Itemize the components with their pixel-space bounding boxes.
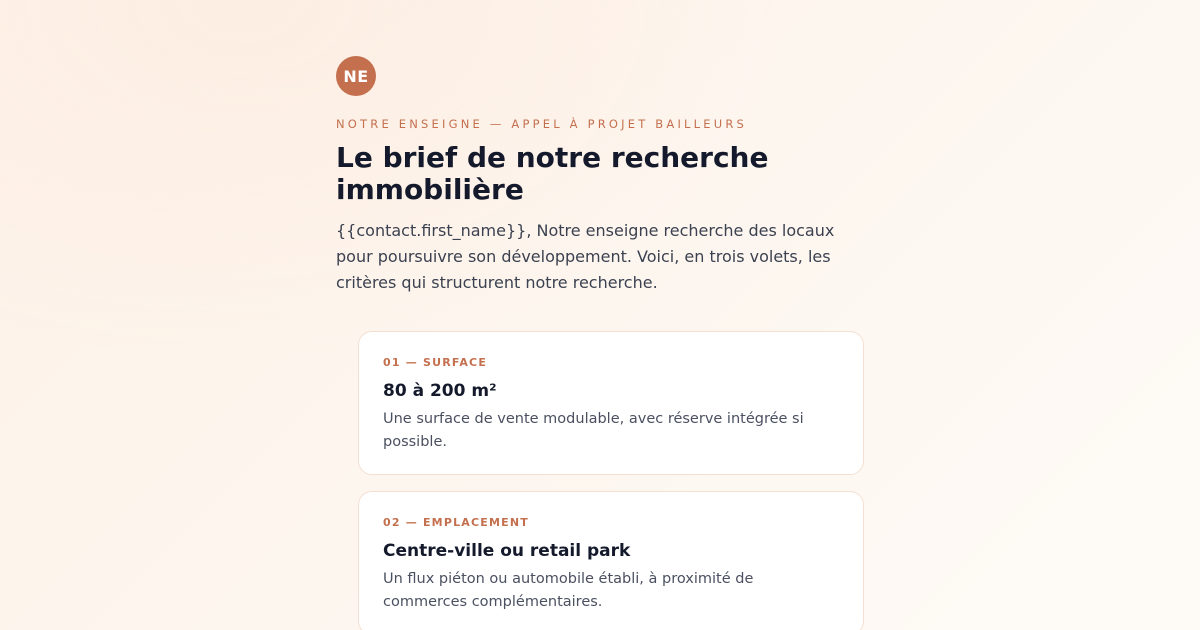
card-kicker: 02 — EMPLACEMENT	[383, 516, 529, 529]
criteria-list	[358, 331, 864, 630]
card-title: Centre-ville ou retail park	[383, 541, 631, 561]
brand-avatar	[336, 56, 376, 96]
card-description: Un flux piéton ou automobile établi, à proximité de commerces complémentaires.	[383, 571, 754, 610]
intro-paragraph: {{contact.first_name}}, Notre enseigne recherche des locaux pour poursuivre son développement. Voici, en trois volets, les critères qui structurent notre recherche.	[336, 221, 835, 292]
criteria-card-emplacement	[358, 491, 864, 630]
card-description: Une surface de vente modulable, avec réserve intégrée si possible.	[383, 411, 804, 450]
card-kicker: 01 — SURFACE	[383, 356, 488, 369]
card-title: 80 à 200 m²	[383, 381, 497, 401]
brand-initials: NE	[343, 66, 369, 86]
page-title: Le brief de notre recherche immobilière	[336, 141, 769, 206]
header-section	[336, 56, 864, 296]
criteria-card-surface	[358, 331, 864, 475]
eyebrow-label: NOTRE ENSEIGNE — APPEL À PROJET BAILLEURS	[336, 117, 748, 131]
